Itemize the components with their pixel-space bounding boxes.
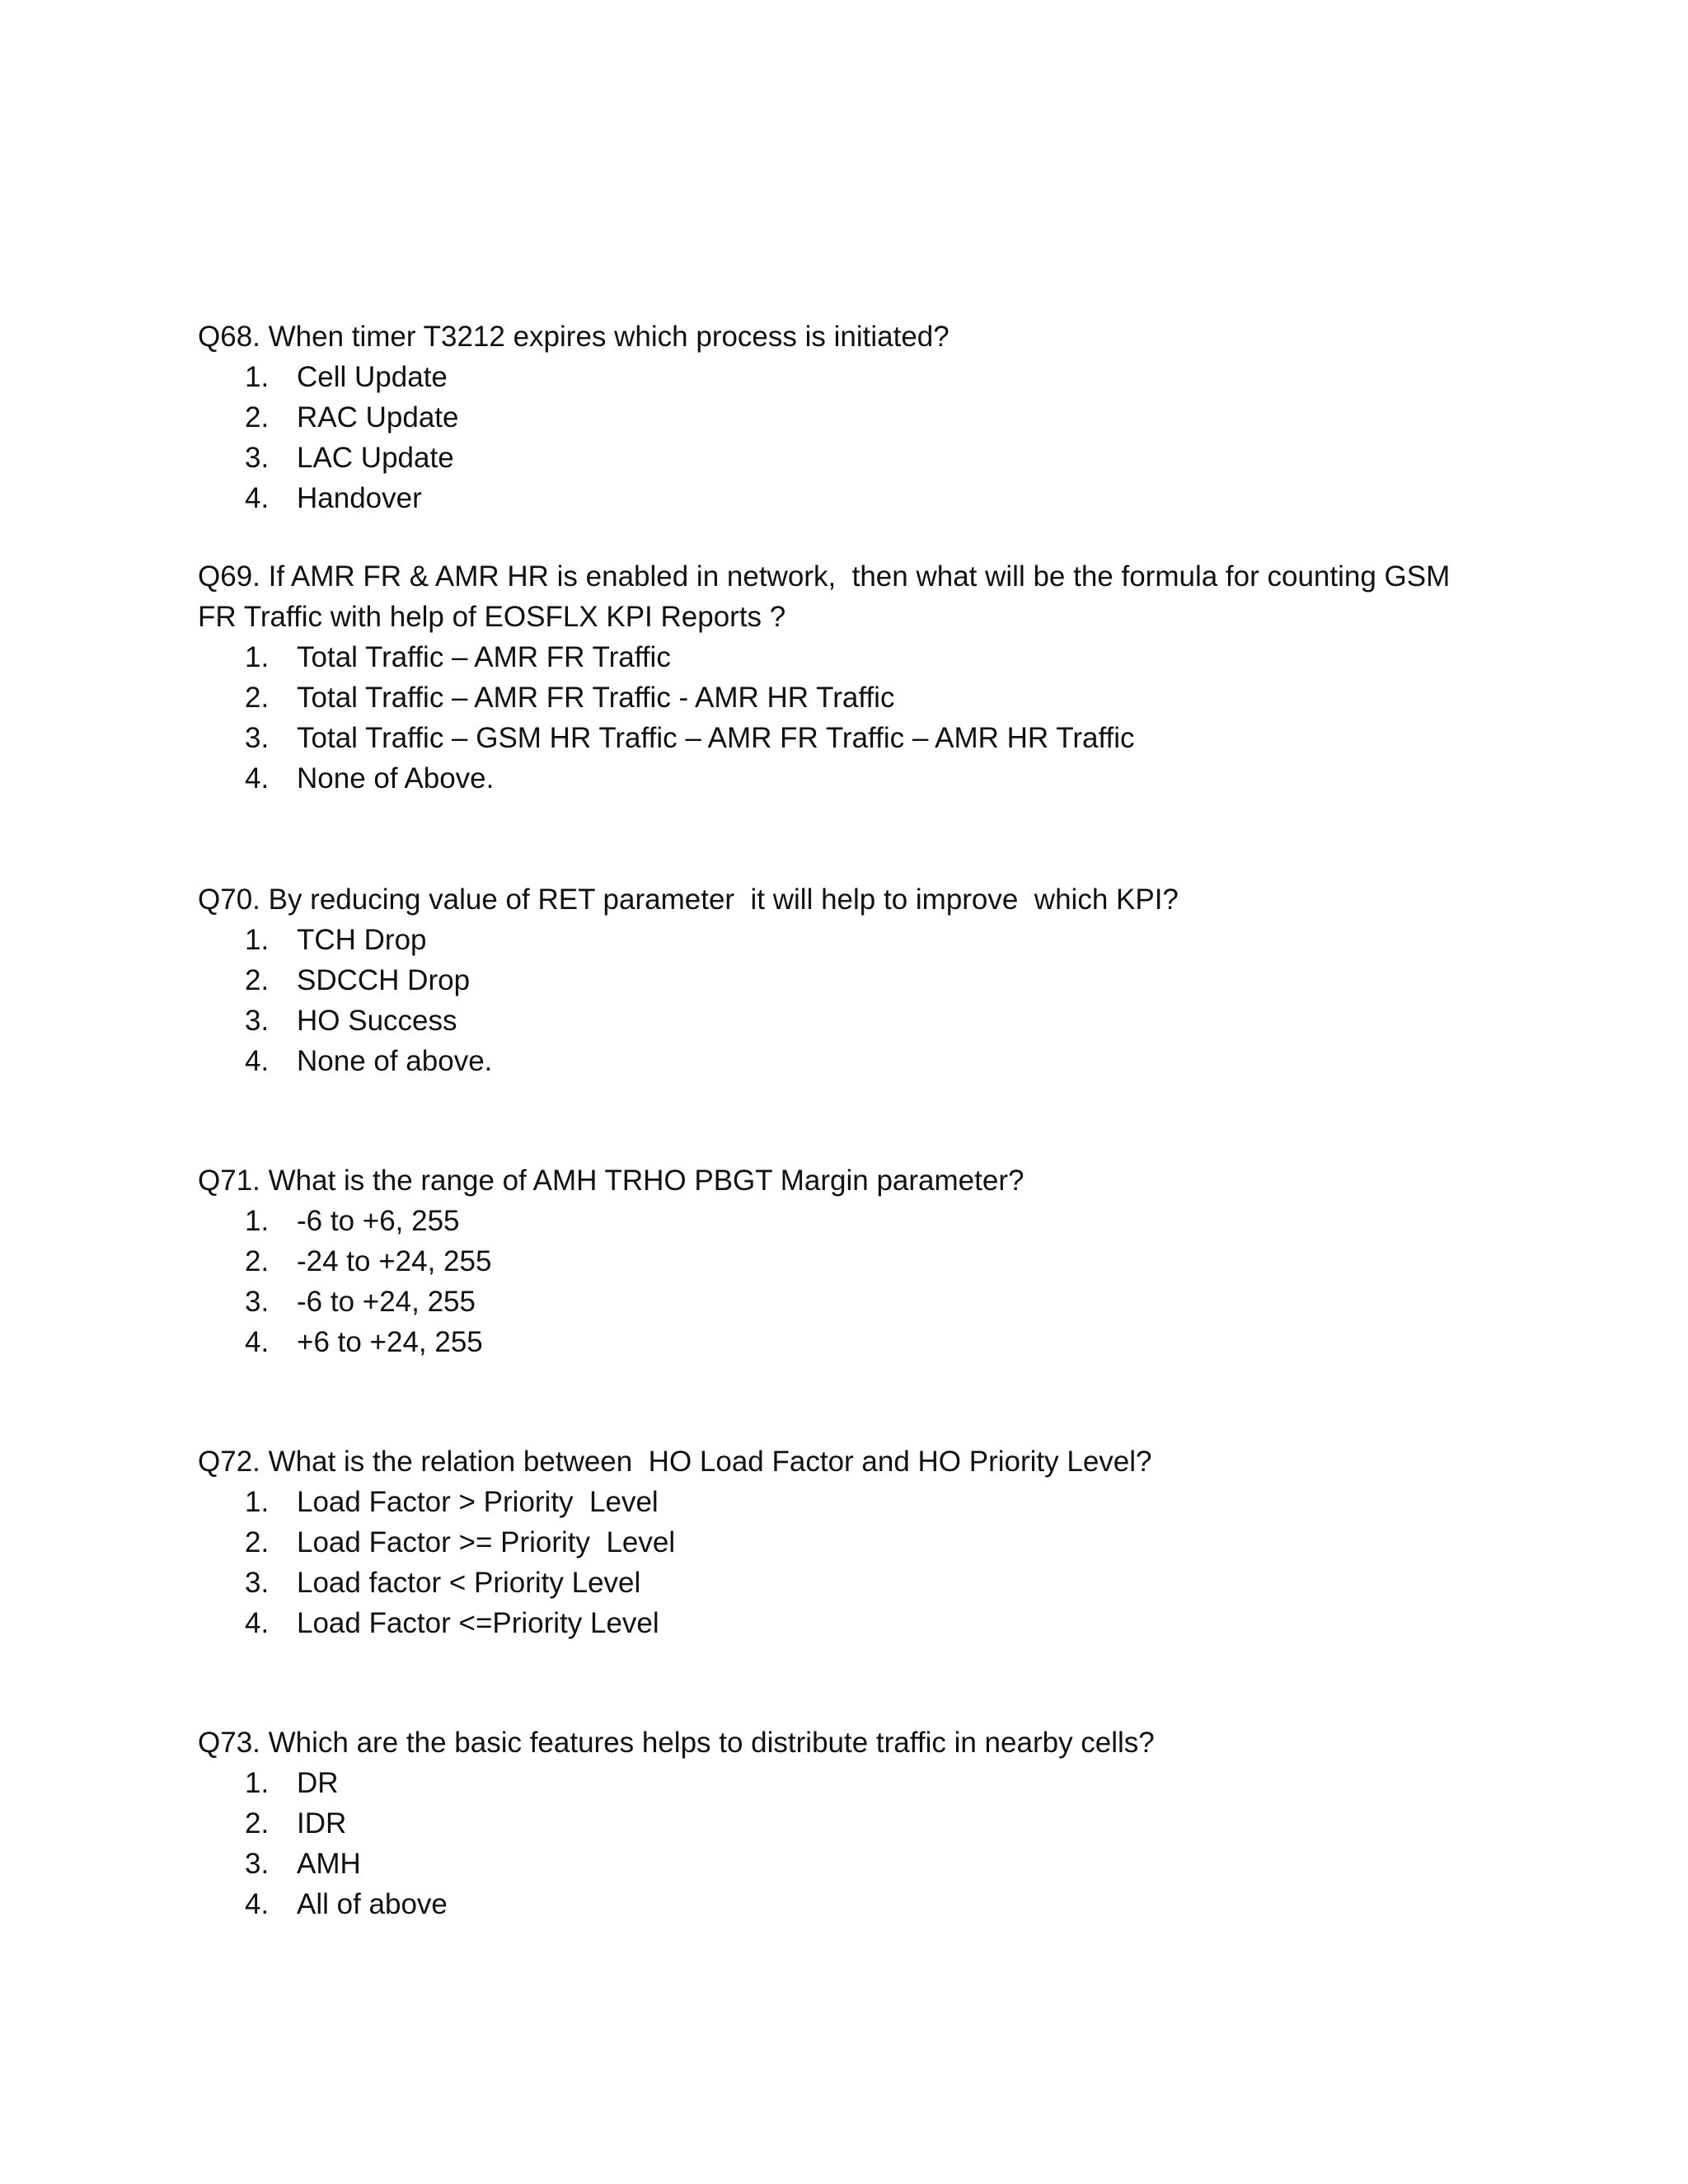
option-text: Total Traffic – AMR FR Traffic [297, 641, 671, 673]
option-text: +6 to +24, 255 [297, 1326, 483, 1358]
option-text: AMH [297, 1848, 361, 1880]
option-number: 2. [245, 401, 270, 434]
option-item [198, 1282, 1484, 1322]
option-text: DR [297, 1767, 339, 1799]
option-list [198, 637, 1484, 799]
option-item [198, 1522, 1484, 1563]
option-number: 2. [245, 682, 270, 714]
option-number: 1. [245, 641, 270, 673]
option-text: -24 to +24, 255 [297, 1245, 492, 1277]
question-q68 [198, 316, 1484, 518]
option-text: Total Traffic – AMR FR Traffic - AMR HR Traffic [297, 682, 895, 714]
option-item [198, 637, 1484, 677]
option-item [198, 1884, 1484, 1924]
option-item [198, 1482, 1484, 1522]
option-number: 4. [245, 762, 270, 794]
option-number: 1. [245, 1205, 270, 1237]
option-text: TCH Drop [297, 924, 427, 956]
option-list [198, 357, 1484, 518]
option-number: 2. [245, 964, 270, 996]
option-number: 3. [245, 722, 270, 754]
option-list [198, 1482, 1484, 1643]
option-item [198, 1322, 1484, 1362]
question-q70 [198, 879, 1484, 1081]
option-item [198, 1763, 1484, 1803]
option-text: Load Factor <=Priority Level [297, 1607, 659, 1639]
option-item [198, 920, 1484, 960]
option-number: 3. [245, 1286, 270, 1318]
option-item [198, 438, 1484, 478]
option-text: LAC Update [297, 442, 454, 474]
option-item [198, 397, 1484, 438]
option-item [198, 1603, 1484, 1643]
option-number: 2. [245, 1807, 270, 1840]
option-item [198, 677, 1484, 718]
option-item [198, 1241, 1484, 1282]
question-q69 [198, 556, 1484, 799]
question-text: Q70. By reducing value of RET parameter it will help to improve which KPI? [198, 883, 1179, 916]
option-number: 2. [245, 1526, 270, 1558]
question-text: Q71. What is the range of AMH TRHO PBGT Margin parameter? [198, 1165, 1025, 1197]
option-number: 2. [245, 1245, 270, 1277]
question-q73 [198, 1722, 1484, 1924]
option-text: Load Factor > Priority Level [297, 1486, 659, 1518]
question-text: Q69. If AMR FR & AMR HR is enabled in network, then what will be the formula for counting GSM FR Traffic with help of EOSFLX KPI Reports ? [198, 560, 1458, 633]
option-list [198, 1763, 1484, 1924]
option-text: Total Traffic – GSM HR Traffic – AMR FR Traffic – AMR HR Traffic [297, 722, 1135, 754]
option-text: None of above. [297, 1045, 493, 1077]
option-text: HO Success [297, 1005, 457, 1037]
option-number: 3. [245, 442, 270, 474]
option-number: 1. [245, 924, 270, 956]
option-text: Load factor < Priority Level [297, 1567, 641, 1599]
option-text: -6 to +24, 255 [297, 1286, 476, 1318]
option-number: 3. [245, 1848, 270, 1880]
option-item [198, 718, 1484, 758]
question-text: Q68. When timer T3212 expires which process is initiated? [198, 321, 950, 353]
question-q71 [198, 1160, 1484, 1362]
option-number: 1. [245, 1767, 270, 1799]
option-text: IDR [297, 1807, 347, 1840]
option-item [198, 357, 1484, 397]
option-number: 3. [245, 1567, 270, 1599]
option-item [198, 478, 1484, 518]
option-number: 4. [245, 1888, 270, 1920]
option-item [198, 1563, 1484, 1603]
option-number: 4. [245, 1607, 270, 1639]
option-list [198, 920, 1484, 1081]
option-item [198, 1201, 1484, 1241]
option-text: Handover [297, 482, 422, 514]
question-q72 [198, 1441, 1484, 1643]
option-text: None of Above. [297, 762, 495, 794]
option-number: 3. [245, 1005, 270, 1037]
option-text: SDCCH Drop [297, 964, 471, 996]
option-text: All of above [297, 1888, 448, 1920]
option-item [198, 758, 1484, 799]
option-number: 4. [245, 482, 270, 514]
question-text: Q73. Which are the basic features helps to distribute traffic in nearby cells? [198, 1727, 1155, 1759]
option-number: 4. [245, 1045, 270, 1077]
question-text: Q72. What is the relation between HO Load Factor and HO Priority Level? [198, 1446, 1152, 1478]
option-item [198, 1803, 1484, 1844]
option-text: Load Factor >= Priority Level [297, 1526, 676, 1558]
option-item [198, 1001, 1484, 1041]
option-text: -6 to +6, 255 [297, 1205, 460, 1237]
option-number: 4. [245, 1326, 270, 1358]
option-number: 1. [245, 361, 270, 393]
option-text: RAC Update [297, 401, 459, 434]
option-number: 1. [245, 1486, 270, 1518]
option-item [198, 960, 1484, 1001]
option-list [198, 1201, 1484, 1362]
option-item [198, 1844, 1484, 1884]
option-item [198, 1041, 1484, 1081]
option-text: Cell Update [297, 361, 448, 393]
